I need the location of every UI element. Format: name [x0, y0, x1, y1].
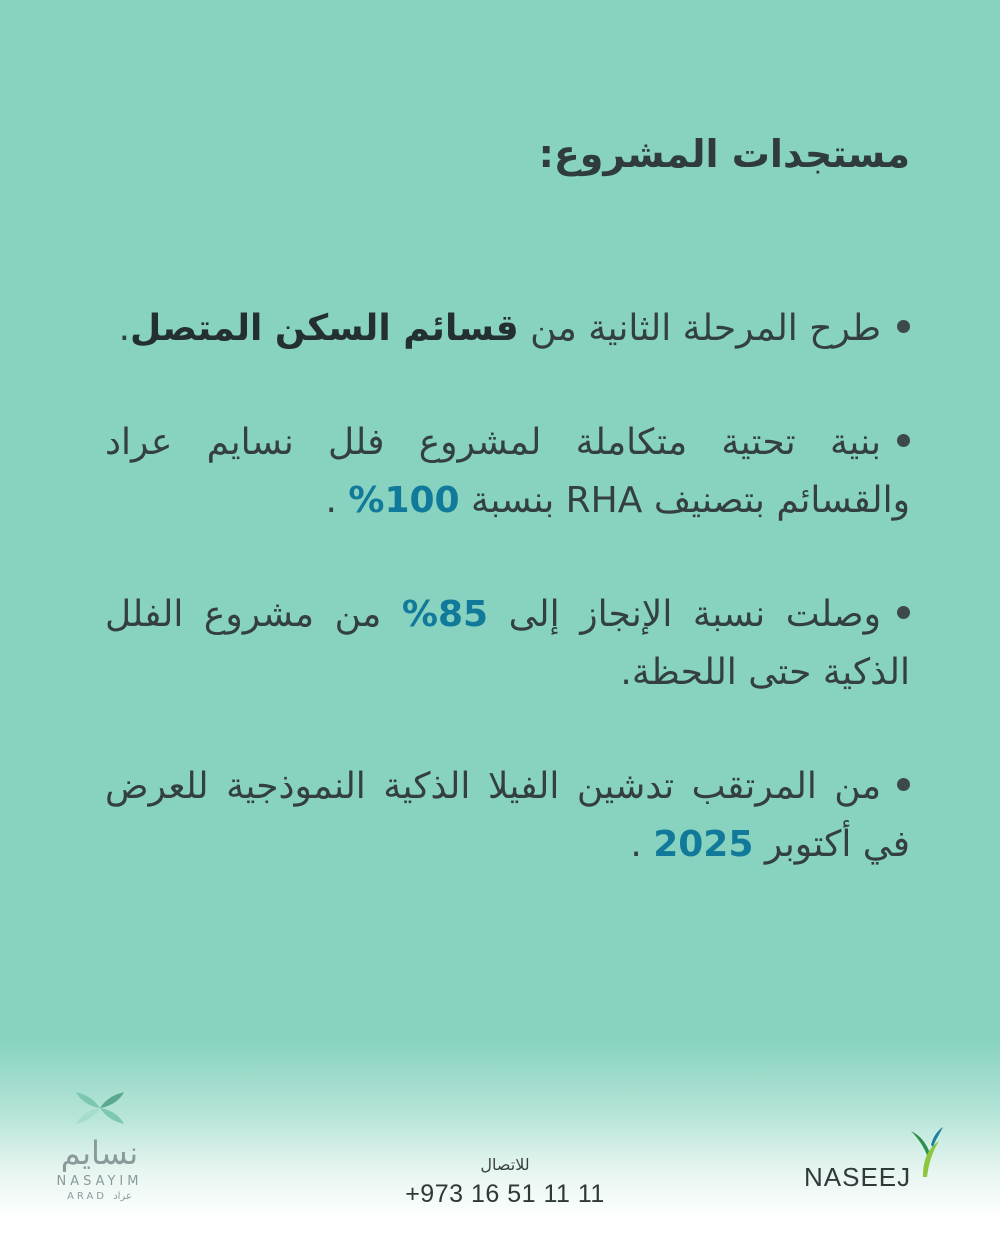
naseej-wordmark: NASEEJ — [804, 1162, 912, 1192]
naseej-logo — [800, 1125, 945, 1195]
bullet-icon — [897, 606, 910, 619]
nasayim-arad-tagline: ARAD عراد — [67, 1191, 132, 1202]
nasayim-english-wordmark: NASAYIM — [56, 1174, 143, 1189]
bullet-percentage: 100% — [348, 480, 460, 521]
bullet-text: وصلت نسبة الإنجاز إلى — [488, 594, 881, 635]
bullet-text: . — [118, 308, 131, 349]
list-item — [105, 586, 910, 702]
bullet-percentage: 85% — [401, 594, 489, 635]
leaf-cross-icon — [70, 1088, 130, 1128]
contact-label: للاتصال — [480, 1155, 530, 1174]
list-item — [105, 300, 910, 358]
bullet-text: . — [325, 480, 349, 521]
updates-list — [105, 300, 910, 930]
contact-phone[interactable]: +973 16 51 11 11 — [405, 1180, 605, 1208]
bullet-icon — [897, 320, 910, 333]
nasayim-logo — [52, 1088, 147, 1202]
bullet-highlight: قسائم السكن المتصل — [130, 308, 519, 349]
contact-block — [380, 1155, 630, 1209]
list-item — [105, 414, 910, 530]
list-item — [105, 758, 910, 874]
bullet-text: بنية تحتية متكاملة لمشروع فلل نسايم عراد والقسائم بتصنيف RHA بنسبة — [105, 422, 910, 521]
bullet-text: من المرتقب تدشين الفيلا الذكية النموذجية للعرض في أكتوبر — [105, 766, 910, 865]
bullet-year: 2025 — [653, 824, 754, 865]
bullet-text: من مشروع الفلل الذكية حتى اللحظة. — [105, 594, 910, 693]
bullet-icon — [897, 778, 910, 791]
bullet-text: . — [630, 824, 654, 865]
bullet-icon — [897, 434, 910, 447]
sprout-icon — [909, 1125, 945, 1177]
bullet-text: طرح المرحلة الثانية من — [518, 308, 881, 349]
nasayim-arabic-wordmark: نسايم — [60, 1134, 139, 1172]
page-title: مستجدات المشروع: — [538, 132, 910, 176]
